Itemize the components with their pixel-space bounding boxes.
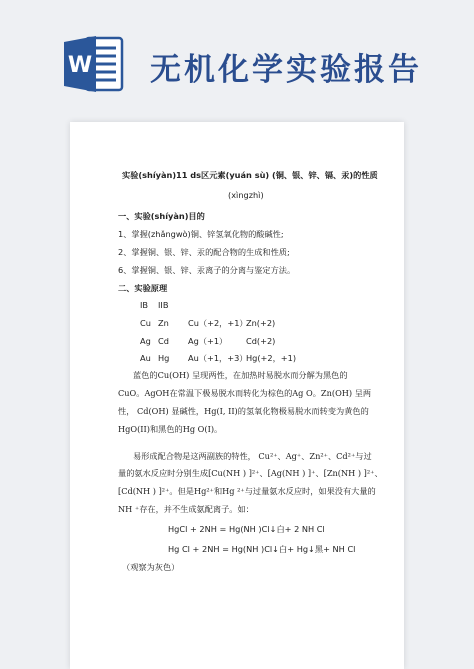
paragraph-line: 量的氨水反应时分别生成[Cu(NH ) ]²⁺、[Ag(NH ) ]⁺、[Zn(NH ) ]²⁺、 [118,468,383,478]
section-heading-principle: 二、实验原理 [118,283,168,293]
goal-item: 1、掌握(zhǎngwò)铜、锌氢氧化物的酸碱性; [118,229,284,239]
experiment-title: 实验(shíyàn)11 ds区元素(yuán sù) (铜、银、锌、镉、汞)的性质 [122,170,378,180]
paragraph-line: [Cd(NH ) ]²⁺。但是Hg²⁺和Hg ²⁺与过量氨水反应时，如果没有大量的 [118,486,376,496]
equation-note: （观察为灰色） [122,562,180,572]
paragraph-line: 性， Cd(OH) 显碱性，Hg(I, II)的氢氧化物极易脱水而转变为黄色的 [118,406,369,416]
section-heading-purpose: 一、实验(shíyàn)目的 [118,211,205,221]
table-cell: Hg(+2，+1) [246,353,297,363]
table-cell: Au（+1，+3） [188,353,248,363]
table-cell: Ag（+1） [188,336,228,346]
table-cell: IB [140,300,149,310]
document-page [70,122,404,669]
table-cell: IIB [158,300,169,310]
word-icon-letter: W [67,53,93,78]
header-banner [0,0,474,120]
paragraph-line: NH ⁺存在，并不生成氨配离子。如： [118,504,254,514]
page-title: 无机化学实验报告 [150,52,422,88]
table-cell: Cd(+2) [246,336,276,346]
experiment-title-pinyin: (xìngzhì) [228,190,264,200]
table-cell: Zn(+2) [246,318,276,328]
equation: HgCl + 2NH = Hg(NH )Cl↓白+ 2 NH Cl [168,524,325,534]
equation: Hg Cl + 2NH = Hg(NH )Cl↓白+ Hg↓黑+ NH Cl [168,544,356,554]
table-cell: Au [140,353,151,363]
word-document-icon [62,32,126,96]
table-cell: Ag [140,336,151,346]
paragraph-line: 易形成配合物是这两副族的特性， Cu²⁺、Ag⁺、Zn²⁺、Cd²⁺与过 [133,451,372,461]
table-cell: Hg [158,353,170,363]
goal-item: 2、掌握铜、银、锌、汞的配合物的生成和性质; [118,247,290,257]
table-cell: Cd [158,336,169,346]
goal-item: 6、掌握铜、银、锌、汞离子的分离与鉴定方法。 [118,265,296,275]
table-cell: Cu [140,318,151,328]
paragraph-line: 蓝色的Cu(OH) 呈现两性，在加热时易脱水而分解为黑色的 [133,370,348,380]
table-cell: Zn [158,318,169,328]
paragraph-line: HgO(II)和黑色的Hg O(I)。 [118,424,223,434]
paragraph-line: CuO。AgOH在常温下极易脱水而转化为棕色的Ag O。Zn(OH) 呈两 [118,388,372,398]
table-cell: Cu（+2，+1） [188,318,248,328]
